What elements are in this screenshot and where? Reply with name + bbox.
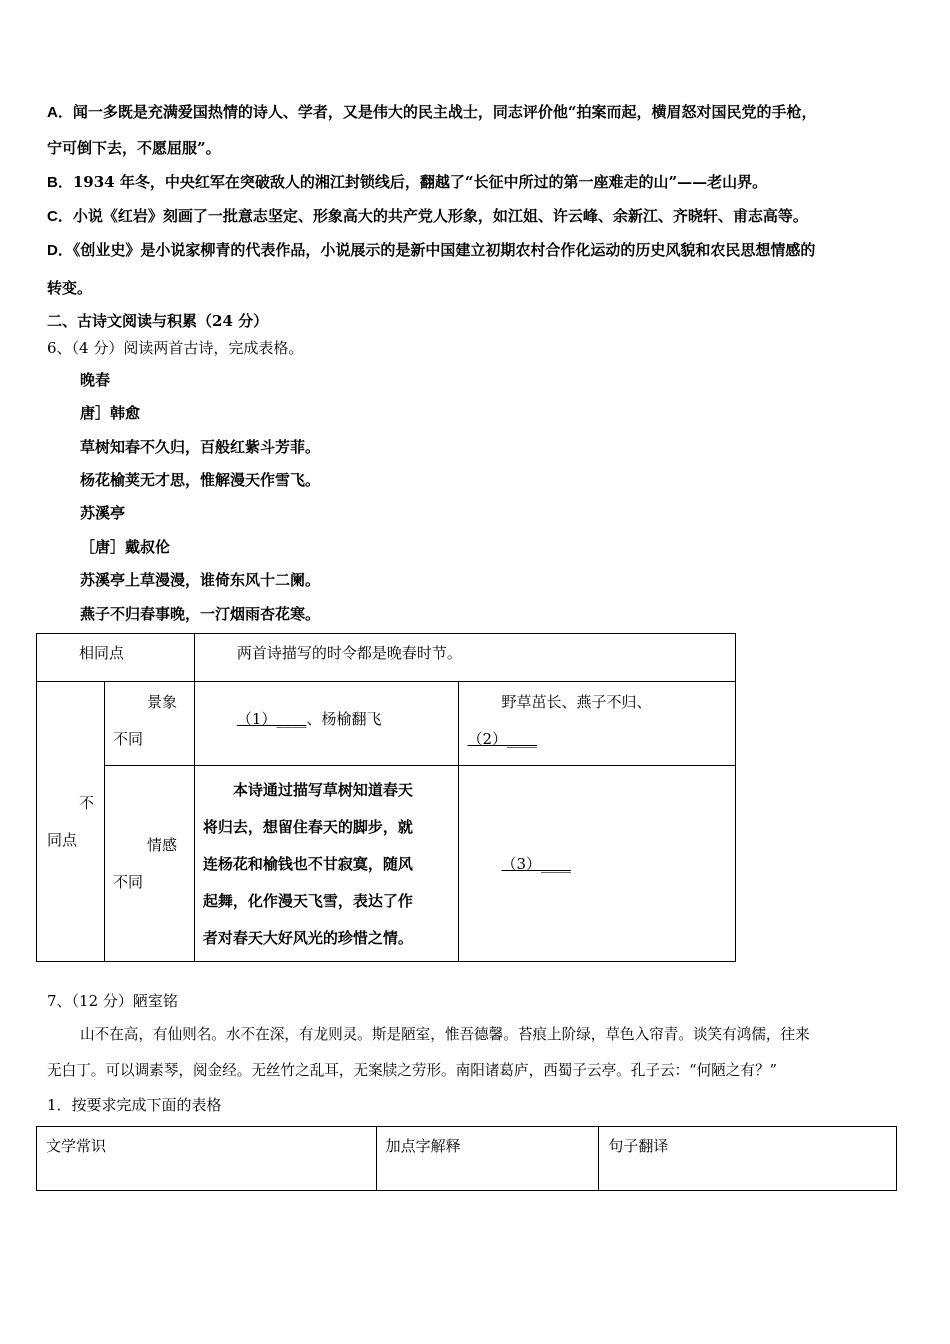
header-literary: 文学常识: [37, 1127, 377, 1191]
option-label: C．: [47, 208, 73, 225]
diff-label: [37, 682, 105, 962]
poem2-line: 苏溪亭上草漫漫，谁倚东风十二阑。: [80, 571, 321, 589]
scene-b: [459, 682, 736, 766]
emotion-b: [459, 766, 736, 962]
same-label: 相同点: [37, 634, 195, 682]
option-text: 1934 年冬，中央红军在突破敌人的湘江封锁线后，翻越了“长征中所过的第一座难走的山”——老山界。: [72, 173, 768, 191]
scene-b-line: 野草茁长、燕子不归、: [501, 693, 652, 711]
answer-table: [36, 1126, 897, 1191]
poem2-line: 燕子不归春事晚，一汀烟雨杏花寒。: [80, 605, 321, 623]
option-a-line2: 宁可倒下去，不愿屈服”。: [47, 139, 221, 157]
blank-1[interactable]: （1）____: [236, 710, 307, 728]
emotion-a-line: 将归去，想留住春天的脚步，就: [202, 818, 413, 836]
emotion-a-line: 本诗通过描写草树知道春天: [232, 781, 413, 799]
section-title: 二、古诗文阅读与积累（24 分）: [47, 312, 269, 330]
option-label: B．: [47, 174, 73, 191]
scene-label: [104, 682, 194, 766]
table-row: [37, 682, 736, 766]
header-translation: 句子翻译: [599, 1127, 897, 1191]
blank-2[interactable]: （2）____: [467, 730, 537, 748]
scene-label-line: 景象: [146, 693, 177, 711]
classical-text-line: 山不在高，有仙则名。水不在深，有龙则灵。斯是陋室，惟吾德馨。苔痕上阶绿，草色入帘青。谈笑有鸿儒，往来: [80, 1026, 810, 1043]
diff-label-line: 不: [79, 793, 95, 812]
option-d-line2: 转变。: [47, 279, 93, 297]
option-d-line1: [47, 233, 815, 268]
table-row: [37, 1127, 897, 1191]
option-b: [47, 165, 767, 200]
option-label: A．: [47, 104, 73, 121]
sub-question-1: 1．按要求完成下面的表格: [47, 1096, 222, 1114]
same-text: 两首诗描写的时令都是晚春时节。: [194, 634, 735, 682]
option-text: 闻一多既是充满爱国热情的诗人、学者，又是伟大的民主战士，同志评价他“拍案而起，横眉怒对国民党的手枪，: [72, 103, 817, 121]
option-text: 《创业史》是小说家柳青的代表作品，小说展示的是新中国建立初期农村合作化运动的历史风貌和农民思想情感的: [72, 241, 816, 259]
poem1-line: 草树知春不久归，百般红紫斗芳菲。: [80, 438, 321, 456]
option-label: D．: [47, 242, 73, 259]
option-c: [47, 199, 808, 234]
question-7-stem: 7、（12 分）陋室铭: [47, 992, 178, 1010]
emotion-a-line: 连杨花和榆钱也不甘寂寞，随风: [202, 855, 413, 873]
emotion-a-line: 起舞，化作漫天飞雪，表达了作: [202, 892, 413, 910]
poem1-line: 杨花榆荚无才思，惟解漫天作雪飞。: [80, 471, 321, 489]
scene-label-line: 不同: [112, 730, 143, 748]
comparison-table: [36, 633, 736, 962]
question-6-stem: 6、（4 分）阅读两首古诗，完成表格。: [47, 339, 304, 357]
emotion-label-line: 情感: [146, 835, 177, 854]
emotion-a-line: 者对春天大好风光的珍惜之情。: [202, 929, 413, 947]
poem1-title: 晚春: [80, 371, 111, 389]
scene-a-text: 、杨榆翻飞: [306, 710, 382, 728]
poem2-author: ［唐］戴叔伦: [80, 538, 171, 556]
diff-label-line: 同点: [47, 830, 78, 849]
scene-a: [194, 682, 459, 766]
header-word-explain: 加点字解释: [376, 1127, 599, 1191]
poem1-author: 唐］韩愈: [80, 404, 141, 422]
emotion-label: [104, 766, 194, 962]
option-a-line1: [47, 95, 816, 130]
table-row: [37, 766, 736, 962]
blank-3[interactable]: （3）____: [501, 855, 571, 873]
classical-text-line: 无白丁。可以调素琴，阅金经。无丝竹之乱耳，无案牍之劳形。南阳诸葛庐，西蜀子云亭。孔子云：“何陋之有？”: [47, 1062, 778, 1079]
poem2-title: 苏溪亭: [80, 504, 126, 522]
emotion-a: [194, 766, 459, 962]
option-text: 小说《红岩》刻画了一批意志坚定、形象高大的共产党人形象，如江姐、许云峰、余新江、齐晓轩、甫志高等。: [72, 207, 808, 225]
emotion-label-line: 不同: [112, 872, 143, 891]
table-row: [37, 634, 736, 682]
